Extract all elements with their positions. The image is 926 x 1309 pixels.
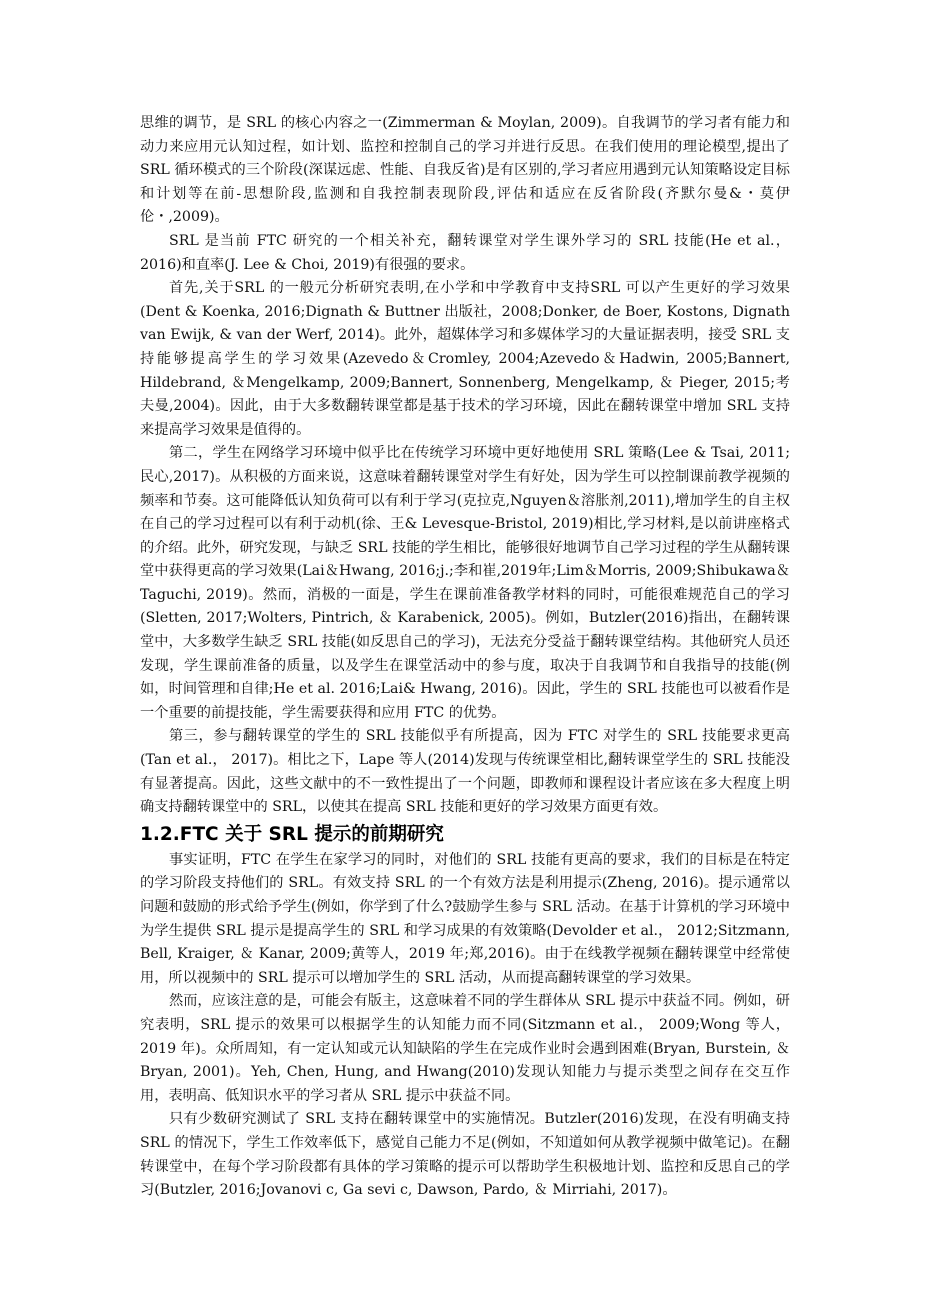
body-paragraph: 然而，应该注意的是，可能会有版主，这意味着不同的学生群体从 SRL 提示中获益不同。例如，研究表明，SRL 提示的效果可以根据学生的认知能力而不同(Sitzmann et al.， 2009;Wong 等人，2019 年)。众所周知，有一定认知或元认知缺陷的学生在完成作业时会遇到困难(Bryan, Burstein, ＆Bryan, 2001)。Yeh, Chen, Hung, and Hwang(2010)发现认知能力与提示类型之间存在交互作用，表明高、低知识水平的学习者从 SRL 提示中获益不同。 xyxy=(140,993,790,1104)
body-paragraph: SRL 是当前 FTC 研究的一个相关补充，翻转课堂对学生课外学习的 SRL 技能(He et al.， 2016)和直率(J. Lee & Choi, 2019)有很强的要求。 xyxy=(140,232,790,273)
section-heading: 1.2.FTC 关于 SRL 提示的前期研究 xyxy=(140,823,444,845)
body-paragraph: 第二，学生在网络学习环境中似乎比在传统学习环境中更好地使用 SRL 策略(Lee & Tsai, 2011;民心,2017)。从积极的方面来说，这意味着翻转课堂对学生有好处，因为学生可以控制课前教学视频的频率和节奏。这可能降低认知负荷可以有利于学习(克拉克,Nguyen＆溶胀剂,2011),增加学生的自主权在自己的学习过程可以有利于动机(徐、王& Levesque-Bristol, 2019)相比,学习材料,是以前讲座格式的介绍。此外，研究发现，与缺乏 SRL 技能的学生相比，能够很好地调节自己学习过程的学生从翻转课堂中获得更高的学习效果(Lai＆Hwang, 2016;j.;李和崔,2019年;Lim＆Morris, 2009;Shibukawa＆Taguchi, 2019)。然而，消极的一面是，学生在课前准备教学材料的同时，可能很难规范自己的学习(Sletten, 2017;Wolters, Pintrich, ＆ Karabenick, 2005)。例如，Butzler(2016)指出，在翻转课堂中，大多数学生缺乏 SRL 技能(如反思自己的学习)，无法充分受益于翻转课堂结构。其他研究人员还发现，学生课前准备的质量，以及学生在课堂活动中的参与度，取决于自我调节和自我指导的技能(例如，时间管理和自律;He et al. 2016;Lai& Hwang, 2016)。因此，学生的 SRL 技能也可以被看作是一个重要的前提技能，学生需要获得和应用 FTC 的优势。 xyxy=(140,445,790,721)
body-paragraph: 只有少数研究测试了 SRL 支持在翻转课堂中的实施情况。Butzler(2016)发现，在没有明确支持 SRL 的情况下，学生工作效率低下，感觉自己能力不足(例如，不知道如何从教学视频中做笔记)。在翻转课堂中，在每个学习阶段都有具体的学习策略的提示可以帮助学生积极地计划、监控和反思自己的学习(Butzler, 2016;Jovanovi c, Ga sevi c, Dawson, Pardo, ＆ Mirriahi, 2017)。 xyxy=(140,1111,790,1199)
body-paragraph: 首先,关于SRL 的一般元分析研究表明,在小学和中学教育中支持SRL 可以产生更好的学习效果(Dent & Koenka, 2016;Dignath & Buttner 出版社，2008;Donker, de Boer, Kostons, Dignath van Ewijk, & van der Werf, 2014)。此外，超媒体学习和多媒体学习的大量证据表明，接受 SRL 支持能够提高学生的学习效果(Azevedo＆Cromley, 2004;Azevedo＆Hadwin, 2005;Bannert, Hildebrand, ＆Mengelkamp, 2009;Bannert, Sonnenberg, Mengelkamp, ＆ Pieger, 2015;考夫曼,2004)。因此，由于大多数翻转课堂都是基于技术的学习环境，因此在翻转课堂中增加 SRL 支持来提高学习效果是值得的。 xyxy=(140,280,790,438)
body-paragraph: 思维的调节，是 SRL 的核心内容之一(Zimmerman & Moylan, 2009)。自我调节的学习者有能力和动力来应用元认知过程，如计划、监控和控制自己的学习并进行反思。在我们使用的理论模型,提出了 SRL 循环模式的三个阶段(深谋远虑、性能、自我反省)是有区别的,学习者应用遇到元认知策略设定目标和计划等在前-思想阶段,监测和自我控制表现阶段,评估和适应在反省阶段(齐默尔曼&・莫伊伦・,2009)。 xyxy=(140,115,790,226)
body-paragraph: 事实证明，FTC 在学生在家学习的同时，对他们的 SRL 技能有更高的要求，我们的目标是在特定的学习阶段支持他们的 SRL。有效支持 SRL 的一个有效方法是利用提示(Zheng, 2016)。提示通常以问题和鼓励的形式给予学生(例如，你学到了什么?鼓励学生参与 SRL 活动。在基于计算机的学习环境中为学生提供 SRL 提示是提高学生的 SRL 和学习成果的有效策略(Devolder et al.， 2012;Sitzmann, Bell, Kraiger, ＆ Kanar, 2009;黄等人，2019 年;郑,2016)。由于在线教学视频在翻转课堂中经常使用，所以视频中的 SRL 提示可以增加学生的 SRL 活动，从而提高翻转课堂的学习效果。 xyxy=(140,851,790,986)
document-page xyxy=(140,112,790,1203)
body-paragraph: 第三，参与翻转课堂的学生的 SRL 技能似乎有所提高，因为 FTC 对学生的 SRL 技能要求更高(Tan et al.， 2017)。相比之下，Lape 等人(2014)发现与传统课堂相比,翻转课堂学生的 SRL 技能没有显著提高。因此，这些文献中的不一致性提出了一个问题，即教师和课程设计者应该在多大程度上明确支持翻转课堂中的 SRL，以使其在提高 SRL 技能和更好的学习效果方面更有效。 xyxy=(140,728,790,816)
